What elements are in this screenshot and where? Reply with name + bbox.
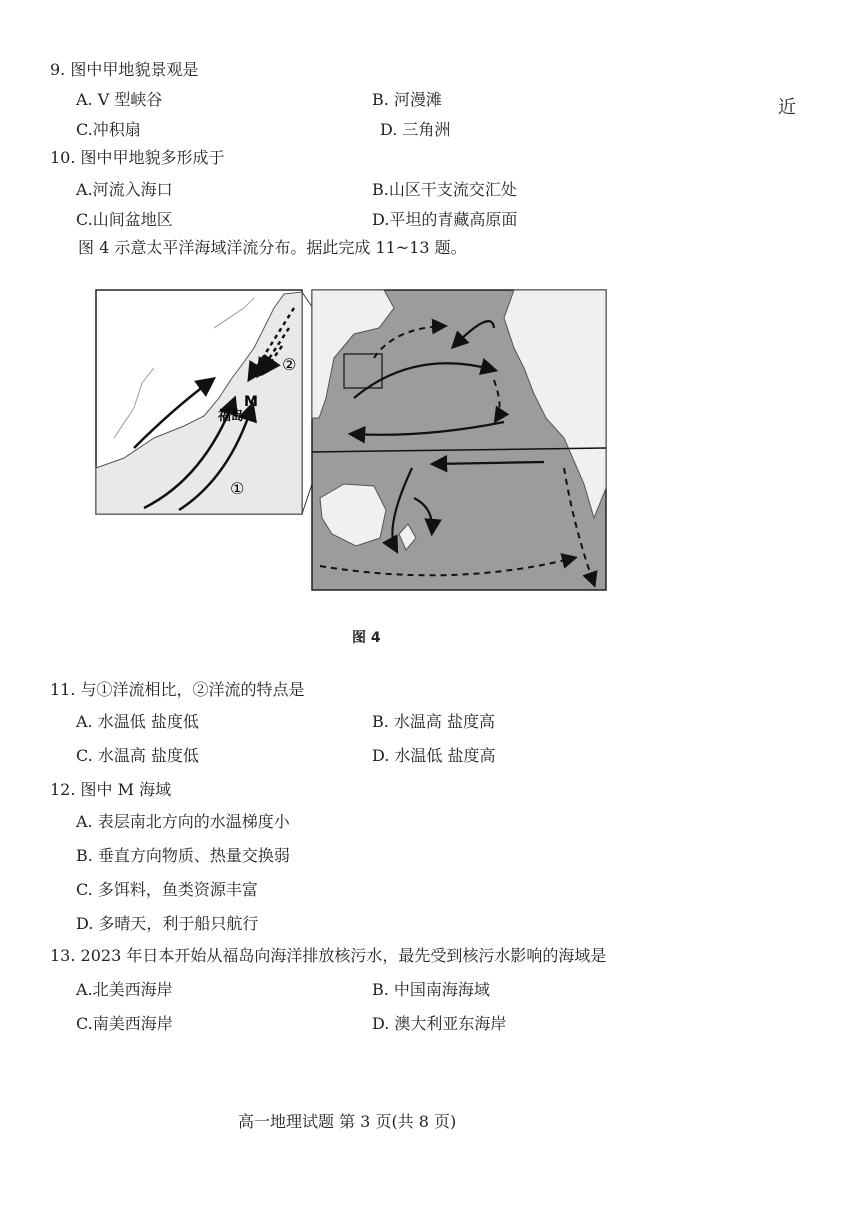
q11-option-c: C. 水温高 盐度低 xyxy=(76,746,199,765)
q9-option-a: A. V 型峡谷 xyxy=(76,90,163,109)
current-1-label: ① xyxy=(230,479,245,498)
q9-stem: 9. 图中甲地貌景观是 xyxy=(50,60,199,79)
side-char: 近 xyxy=(778,97,796,118)
q12-option-b: B. 垂直方向物质、热量交换弱 xyxy=(76,846,290,865)
q10-stem: 10. 图中甲地貌多形成于 xyxy=(50,148,225,167)
q13-option-c: C.南美西海岸 xyxy=(76,1014,173,1033)
figure-intro: 图 4 示意太平洋海域洋流分布。据此完成 11~13 题。 xyxy=(78,238,467,257)
q11-option-a: A. 水温低 盐度低 xyxy=(76,712,199,731)
q13-stem: 13. 2023 年日本开始从福岛向海洋排放核污水，最先受到核污水影响的海域是 xyxy=(50,946,607,965)
q12-option-a: A. 表层南北方向的水温梯度小 xyxy=(76,812,290,831)
fukushima-label: 福岛 xyxy=(218,409,245,424)
q12-stem: 12. 图中 M 海域 xyxy=(50,780,172,799)
q10-option-d: D.平坦的青藏高原面 xyxy=(372,210,518,229)
q11-option-b: B. 水温高 盐度高 xyxy=(372,712,496,731)
q10-option-a: A.河流入海口 xyxy=(76,180,173,199)
q13-option-d: D. 澳大利亚东海岸 xyxy=(372,1014,507,1033)
q10-option-b: B.山区干支流交汇处 xyxy=(372,180,517,199)
q12-option-c: C. 多饵料，鱼类资源丰富 xyxy=(76,880,258,899)
japan-inset xyxy=(96,290,302,514)
q10-option-c: C.山间盆地区 xyxy=(76,210,173,229)
q11-option-d: D. 水温低 盐度高 xyxy=(372,746,496,765)
q12-option-d: D. 多晴天，利于船只航行 xyxy=(76,914,259,933)
q9-option-c: C.冲积扇 xyxy=(76,120,141,139)
q11-stem: 11. 与①洋流相比，②洋流的特点是 xyxy=(50,680,305,699)
q9-option-b: B. 河漫滩 xyxy=(372,90,442,109)
pacific-map xyxy=(312,290,606,590)
q9-option-d: D. 三角洲 xyxy=(380,120,451,139)
q13-option-a: A.北美西海岸 xyxy=(76,980,173,999)
m-label: M xyxy=(244,394,258,410)
q13-option-b: B. 中国南海海域 xyxy=(372,980,490,999)
figure-caption: 图 4 xyxy=(352,630,381,646)
page-footer: 高一地理试题 第 3 页(共 8 页) xyxy=(238,1112,457,1131)
current-2-label: ② xyxy=(282,355,297,374)
pacific-currents-map xyxy=(94,288,610,596)
